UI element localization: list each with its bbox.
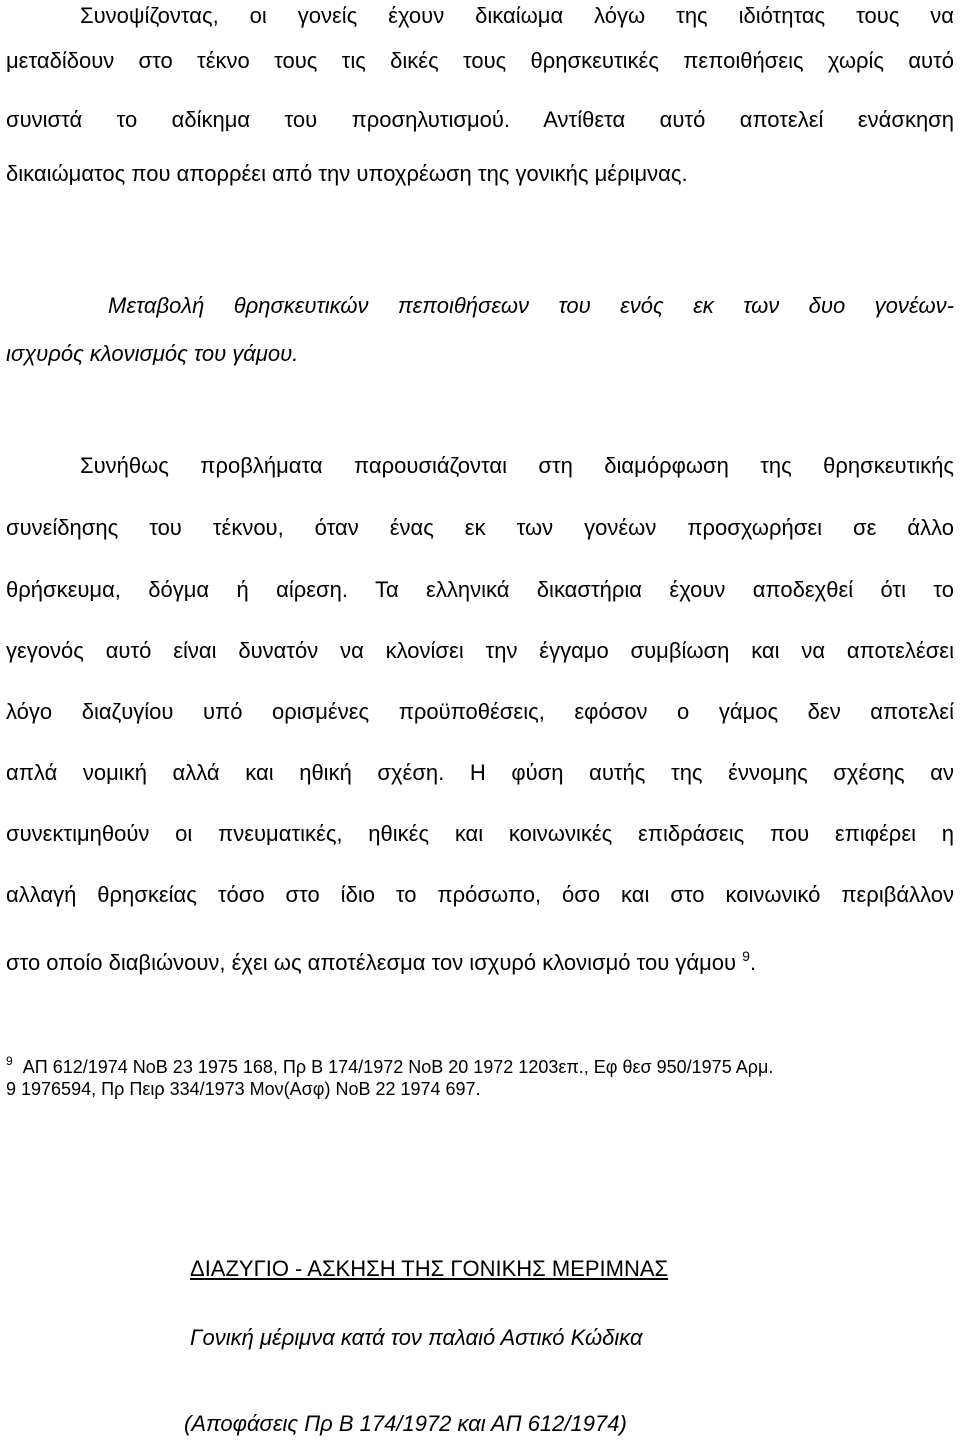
paragraph-line: μεταδίδουν στο τέκνο τους τις δικές τους θρησκευτικές πεποιθήσεις χωρίς αυτό: [6, 48, 954, 73]
paragraph-line: Συνήθως προβλήματα παρουσιάζονται στη διαμόρφωση της θρησκευτικής: [80, 453, 954, 478]
chapter-decisions: (Αποφάσεις Πρ Β 174/1972 και ΑΠ 612/1974): [184, 1411, 627, 1436]
section-heading-line-2: ισχυρός κλονισμός του γάμου.: [6, 341, 299, 366]
paragraph-line: δικαιώματος που απορρέει από την υποχρέωση της γονικής μέριμνας.: [6, 161, 688, 186]
paragraph-line: συνείδησης του τέκνου, όταν ένας εκ των γονέων προσχωρήσει σε άλλο: [6, 515, 954, 540]
footnote-line-2: 9 1976594, Πρ Πειρ 334/1973 Μον(Ασφ) ΝοΒ 22 1974 697.: [6, 1079, 481, 1099]
section-heading-line-1: Μεταβολή θρησκευτικών πεποιθήσεων του ενός εκ των δυο γονέων-: [108, 293, 954, 318]
paragraph-line: γεγονός αυτό είναι δυνατόν να κλονίσει την έγγαμο συμβίωση και να αποτελέσει: [6, 638, 954, 663]
paragraph-line: συνεκτιμηθούν οι πνευματικές, ηθικές και κοινωνικές επιδράσεις που επιφέρει η: [6, 821, 954, 846]
paragraph-last-line-text: στο οποίο διαβιώνουν, έχει ως αποτέλεσμα τον ισχυρό κλονισμό του γάμου: [6, 950, 737, 975]
paragraph-last-line: [6, 941, 954, 978]
paragraph-last-line-end: .: [749, 950, 757, 975]
paragraph-line: λόγο διαζυγίου υπό ορισμένες προϋποθέσεις, εφόσον ο γάμος δεν αποτελεί: [6, 699, 954, 724]
footnote-text-1: ΑΠ 612/1974 ΝοΒ 23 1975 168, Πρ Β 174/1972 ΝοΒ 20 1972 1203επ., Εφ θεσ 950/1975 Αρμ.: [22, 1057, 774, 1077]
paragraph-line: θρήσκευμα, δόγμα ή αίρεση. Τα ελληνικά δικαστήρια έχουν αποδεχθεί ότι το: [6, 577, 954, 602]
paragraph-line: Συνοψίζοντας, οι γονείς έχουν δικαίωμα λόγω της ιδιότητας τους να: [80, 3, 954, 28]
paragraph-line: συνιστά το αδίκημα του προσηλυτισμού. Αντίθετα αυτό αποτελεί ενάσκηση: [6, 107, 954, 132]
chapter-subtitle: Γονική μέριμνα κατά τον παλαιό Αστικό Κώδικα: [190, 1325, 643, 1350]
paragraph-line: απλά νομική αλλά και ηθική σχέση. Η φύση αυτής της έννομης σχέσης αν: [6, 760, 954, 785]
chapter-title: ΔΙΑΖΥΓΙΟ - ΑΣΚΗΣΗ ΤΗΣ ΓΟΝΙΚΗΣ ΜΕΡΙΜΝΑΣ: [190, 1256, 669, 1281]
footnote-line-1: [6, 1049, 954, 1079]
footnote-number: 9: [6, 1054, 13, 1068]
paragraph-line: αλλαγή θρησκείας τόσο στο ίδιο το πρόσωπο, όσο και στο κοινωνικό περιβάλλον: [6, 882, 954, 907]
footnote-reference[interactable]: 9: [742, 948, 750, 964]
